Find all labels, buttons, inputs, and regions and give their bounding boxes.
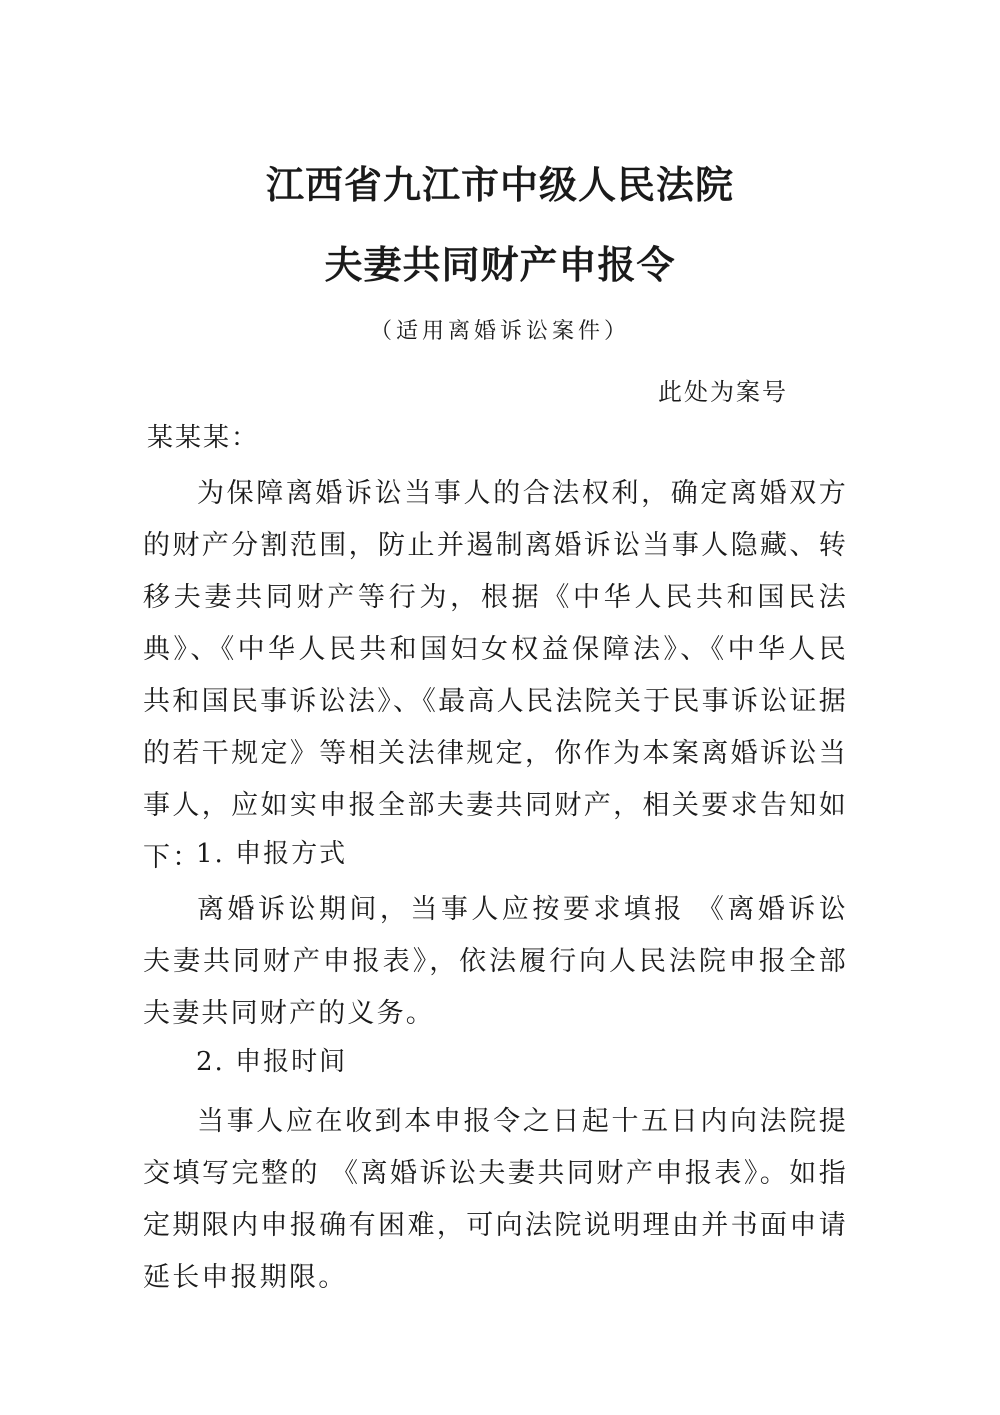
court-name-title: 江西省九江市中级人民法院 xyxy=(265,162,734,207)
intro-paragraph: 为保障离婚诉讼当事人的合法权利，确定离婚双方的财产分割范围，防止并遏制离婚诉讼当事人隐藏、转移夫妻共同财产等行为，根据《中华人民共和国民法典》、《中华人民共和国妇女权益保障法》、《中华人民共和国民事诉讼法》、《最高人民法院关于民事诉讼证据的若干规定》等相关法律规定，你作为本案离婚诉讼当事人，应如实申报全部夫妻共同财产，相关要求告知如下： xyxy=(143,478,848,873)
section-text-time: 当事人应在收到本申报令之日起十五日内向法院提交填写完整的 《离婚诉讼夫妻共同财产申报表》。如指定期限内申报确有困难，可向法院说明理由并书面申请延长申报期限。 xyxy=(143,1106,848,1293)
addressee: 某某某： xyxy=(147,423,260,453)
case-number: 此处为案号 xyxy=(658,378,788,406)
section-text-method: 离婚诉讼期间，当事人应按要求填报 《离婚诉讼夫妻共同财产申报表》，依法履行向人民法院申报全部夫妻共同财产的义务。 xyxy=(143,894,848,1029)
section-heading-time: 2. 申报时间 xyxy=(196,1047,348,1077)
document-subtitle: （适用离婚诉讼案件） xyxy=(369,319,630,344)
order-title: 夫妻共同财产申报令 xyxy=(324,242,676,287)
section-heading-method: 1. 申报方式 xyxy=(196,839,348,869)
